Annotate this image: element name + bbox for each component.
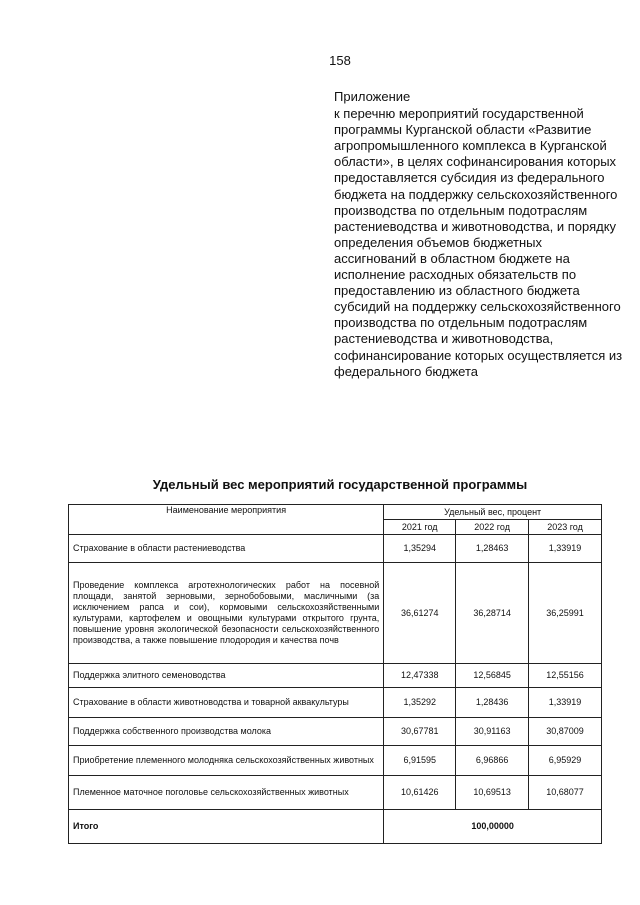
table-row	[69, 776, 602, 810]
cell-2023: 1,33919	[529, 688, 602, 718]
cell-2023: 6,95929	[529, 746, 602, 776]
total-value: 100,00000	[384, 810, 602, 844]
table-row	[69, 746, 602, 776]
cell-2022: 1,28463	[456, 535, 529, 563]
page-number: 158	[329, 53, 351, 68]
cell-2023: 12,55156	[529, 664, 602, 688]
cell-2023: 36,25991	[529, 563, 602, 664]
cell-2022: 10,69513	[456, 776, 529, 810]
cell-2022: 30,91163	[456, 718, 529, 746]
total-row	[69, 810, 602, 844]
column-header-name: Наименование мероприятия	[69, 505, 384, 535]
cell-2023: 30,87009	[529, 718, 602, 746]
cell-2021: 10,61426	[384, 776, 456, 810]
cell-2021: 30,67781	[384, 718, 456, 746]
appendix-text: к перечню мероприятий государственной программы Курганской области «Развитие агропромышленного комплекса в Курганской области», в целях софинансирования которых предоставляется субсидия из федерального бюджета на поддержку сельскохозяйственного производства по отдельным подотраслям растениеводства и животноводства, и порядку определения объемов бюджетных ассигнований в областном бюджете на исполнение расходных обязательств по предоставлению из областного бюджета субсидий на поддержку сельскохозяйственного производства по отдельным подотраслям растениеводства и животноводства, софинансирование которых осуществляется из федерального бюджета	[334, 106, 623, 379]
cell-2022: 12,56845	[456, 664, 529, 688]
cell-2022: 6,96866	[456, 746, 529, 776]
table-row	[69, 535, 602, 563]
column-header-year: 2023 год	[529, 520, 602, 535]
column-header-year: 2022 год	[456, 520, 529, 535]
table-row	[69, 688, 602, 718]
row-name: Приобретение племенного молодняка сельскохозяйственных животных	[69, 746, 384, 776]
cell-2023: 10,68077	[529, 776, 602, 810]
cell-2021: 12,47338	[384, 664, 456, 688]
cell-2022: 36,28714	[456, 563, 529, 664]
row-name: Страхование в области растениеводства	[69, 535, 384, 563]
cell-2023: 1,33919	[529, 535, 602, 563]
column-header-year: 2021 год	[384, 520, 456, 535]
cell-2021: 36,61274	[384, 563, 456, 664]
column-header-weight: Удельный вес, процент	[384, 505, 602, 520]
cell-2021: 1,35294	[384, 535, 456, 563]
table-title: Удельный вес мероприятий государственной программы	[152, 477, 528, 492]
row-name: Страхование в области животноводства и товарной аквакультуры	[69, 688, 384, 718]
table-row	[69, 563, 602, 664]
cell-2022: 1,28436	[456, 688, 529, 718]
row-name: Проведение комплекса агротехнологических работ на посевной площади, занятой зерновыми, зернобобовыми, масличными (за исключением рапса и сои), кормовыми сельскохозяйственными культурами, картофелем и овощными культурами открытого грунта, повышение уровня экологической безопасности сельскохозяйственного производства, а также повышение плодородия и качества почв	[69, 563, 384, 664]
appendix-heading: Приложение	[334, 89, 411, 104]
cell-2021: 6,91595	[384, 746, 456, 776]
cell-2021: 1,35292	[384, 688, 456, 718]
table-row	[69, 718, 602, 746]
row-name: Поддержка собственного производства молока	[69, 718, 384, 746]
table-row	[69, 664, 602, 688]
row-name: Поддержка элитного семеноводства	[69, 664, 384, 688]
weights-table	[68, 504, 602, 844]
appendix-block	[334, 89, 624, 380]
total-label: Итого	[69, 810, 384, 844]
row-name: Племенное маточное поголовье сельскохозяйственных животных	[69, 776, 384, 810]
